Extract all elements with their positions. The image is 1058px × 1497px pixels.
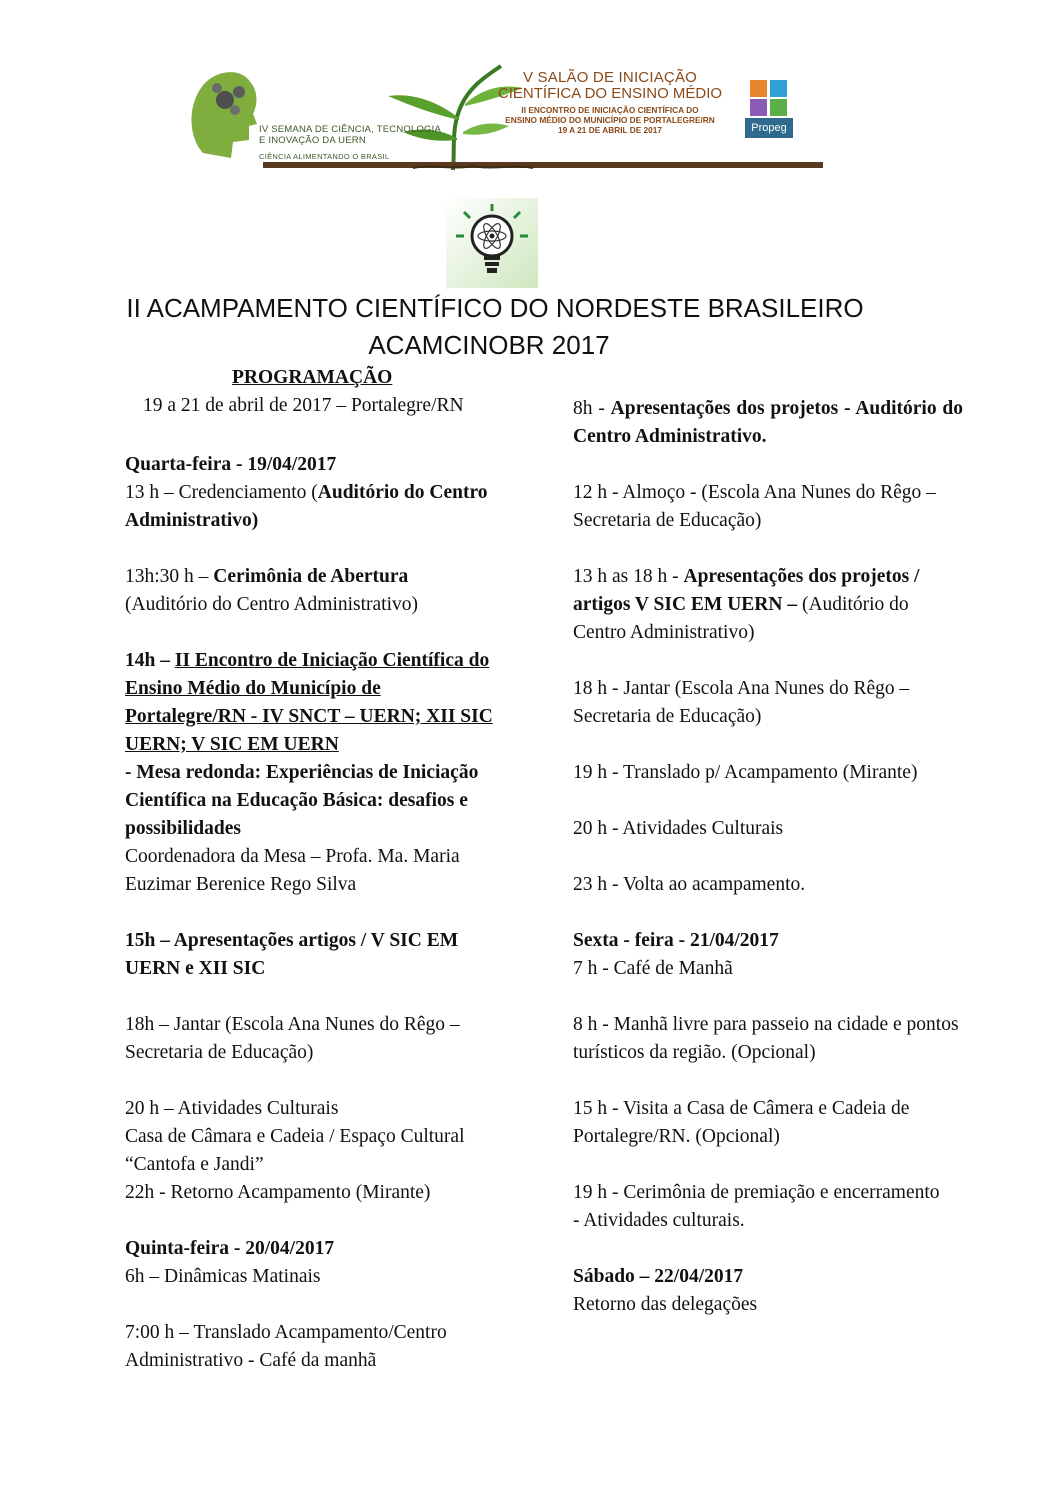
schedule-item: 6h – Dinâmicas Matinais bbox=[125, 1266, 321, 1287]
banner-left-text bbox=[259, 124, 441, 162]
banner-sub-1: II ENCONTRO DE INICIAÇÃO CIENTÍFICA DO bbox=[521, 105, 699, 115]
banner-tagline: CIÊNCIA ALIMENTANDO O BRASIL bbox=[259, 152, 390, 161]
event-dateline: 19 a 21 de abril de 2017 – Portalegre/RN bbox=[143, 395, 464, 416]
schedule-item: 15h – Apresentações artigos / V SIC EM UERN e XII SIC bbox=[125, 930, 459, 979]
propeg-square-orange bbox=[750, 80, 767, 97]
item-time: 13h:30 h – bbox=[125, 566, 214, 587]
day-heading-thursday: Quinta-feira - 20/04/2017 bbox=[125, 1238, 335, 1259]
schedule-item bbox=[573, 1179, 963, 1235]
banner-title-1: V SALÃO DE INICIAÇÃO bbox=[522, 69, 698, 86]
item-title: II Encontro de Iniciação Científica do Ensino Médio do Município de Portalegre/RN - IV SNCT – UERN; XII SIC UERN; V SIC EM UERN bbox=[125, 650, 493, 755]
banner-title-2: CIENTÍFICA DO ENSINO MÉDIO bbox=[497, 85, 723, 102]
schedule-item: 23 h - Volta ao acampamento. bbox=[573, 874, 806, 895]
schedule-item bbox=[573, 563, 963, 647]
day-heading-saturday: Sábado – 22/04/2017 bbox=[573, 1266, 744, 1287]
item-text: 13 h – Credenciamento ( bbox=[125, 482, 318, 503]
propeg-square-green bbox=[770, 99, 787, 116]
item-location: (Auditório do Centro Administrativo) bbox=[573, 594, 909, 643]
schedule-right-column bbox=[573, 395, 963, 1319]
item-location: (Auditório do Centro Administrativo) bbox=[125, 594, 419, 615]
schedule-item: 15 h - Visita a Casa de Câmera e Cadeia de Portalegre/RN. (Opcional) bbox=[573, 1098, 910, 1147]
schedule-item: 20 h - Atividades Culturais bbox=[573, 818, 784, 839]
item-title: Apresentações dos projetos / artigos V SIC EM UERN – bbox=[573, 566, 920, 615]
item-location: Casa de Câmara e Cadeia / Espaço Cultural “Cantofa e Jandi” bbox=[125, 1126, 465, 1175]
item-subtitle: - Mesa redonda: Experiências de Iniciação Científica na Educação Básica: desafios e possibilidades bbox=[125, 762, 479, 839]
schedule-item: 12 h - Almoço - (Escola Ana Nunes do Rêgo – Secretaria de Educação) bbox=[573, 482, 936, 531]
banner-left-line2: E INOVAÇÃO DA UERN bbox=[259, 135, 366, 146]
banner-left-line1: IV SEMANA DE CIÊNCIA, TECNOLOGIA bbox=[259, 124, 442, 135]
schedule-item bbox=[125, 479, 505, 535]
event-banner bbox=[183, 58, 823, 173]
item-title: Apresentações dos projetos - Auditório do Centro Administrativo. bbox=[573, 398, 963, 447]
banner-right-text bbox=[485, 70, 735, 135]
page-title-line1: II ACAMPAMENTO CIENTÍFICO DO NORDESTE BRASILEIRO bbox=[126, 293, 864, 323]
schedule-item bbox=[125, 647, 505, 899]
schedule-item: Retorno das delegações bbox=[573, 1294, 758, 1315]
schedule-item: 18 h - Jantar (Escola Ana Nunes do Rêgo – Secretaria de Educação) bbox=[573, 678, 910, 727]
lightbulb-atom-icon bbox=[446, 198, 538, 288]
item-coordinator: Coordenadora da Mesa – Profa. Ma. Maria Euzimar Berenice Rego Silva bbox=[125, 846, 460, 895]
page-title-line2: ACAMCINOBR 2017 bbox=[368, 330, 610, 360]
banner-dates: 19 A 21 DE ABRIL DE 2017 bbox=[557, 125, 663, 135]
propeg-label: Propeg bbox=[745, 118, 793, 138]
item-title: 20 h – Atividades Culturais bbox=[125, 1098, 339, 1119]
item-time: 14h – bbox=[125, 650, 175, 671]
schedule-item bbox=[125, 1095, 505, 1207]
item-title: 19 h - Cerimônia de premiação e encerramento bbox=[573, 1182, 940, 1203]
propeg-logo bbox=[745, 80, 793, 154]
schedule-item: 7 h - Café de Manhã bbox=[573, 958, 733, 979]
banner-sub-2: ENSINO MÉDIO DO MUNICÍPIO DE PORTALEGRE/RN bbox=[505, 115, 715, 125]
propeg-square-purple bbox=[750, 99, 767, 116]
schedule-item bbox=[125, 563, 505, 619]
schedule-item bbox=[573, 395, 963, 451]
item-title: Cerimônia de Abertura bbox=[213, 566, 409, 587]
item-time: 13 h as 18 h - bbox=[573, 566, 684, 587]
schedule-item: 7:00 h – Translado Acampamento/Centro Administrativo - Café da manhã bbox=[125, 1322, 447, 1371]
schedule-item: 8 h - Manhã livre para passeio na cidade e pontos turísticos da região. (Opcional) bbox=[573, 1014, 959, 1063]
schedule-item: 18h – Jantar (Escola Ana Nunes do Rêgo – Secretaria de Educação) bbox=[125, 1014, 460, 1063]
schedule-left-column bbox=[125, 451, 505, 1403]
section-heading-programacao: PROGRAMAÇÃO bbox=[232, 367, 393, 388]
item-subtitle: - Atividades culturais. bbox=[573, 1210, 745, 1231]
propeg-square-blue bbox=[770, 80, 787, 97]
item-return: 22h - Retorno Acampamento (Mirante) bbox=[125, 1182, 431, 1203]
item-location: Auditório do Centro Administrativo) bbox=[125, 482, 488, 531]
item-time: 8h - bbox=[573, 398, 611, 419]
day-heading-wednesday: Quarta-feira - 19/04/2017 bbox=[125, 454, 337, 475]
schedule-item: 19 h - Translado p/ Acampamento (Mirante) bbox=[573, 762, 918, 783]
day-heading-friday: Sexta - feira - 21/04/2017 bbox=[573, 930, 779, 951]
